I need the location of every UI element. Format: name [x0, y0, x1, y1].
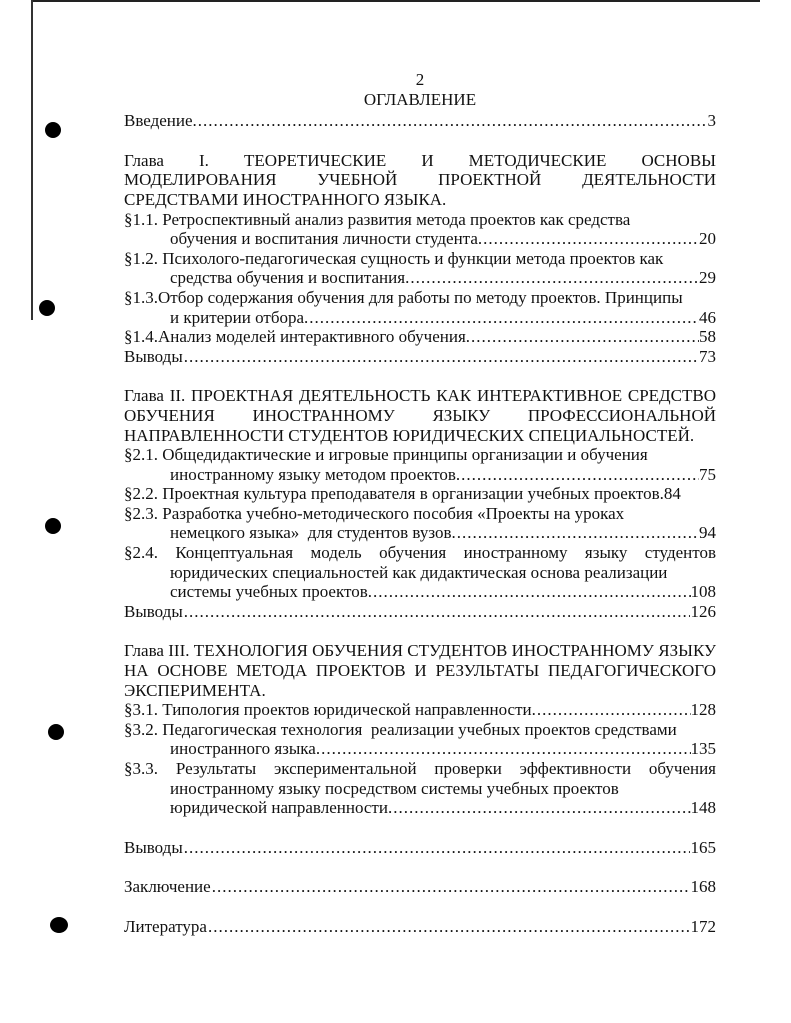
section-number: §2.4.: [124, 543, 158, 563]
section-number: §3.1.: [124, 700, 158, 720]
dot-leader: [316, 739, 691, 759]
toc-entry-label: Литература: [124, 916, 207, 936]
toc-section[interactable]: [124, 210, 716, 249]
section-title-last: немецкого языка» для студентов вузов: [170, 523, 452, 543]
section-number: §1.4.: [124, 327, 158, 347]
section-title-first: Общедидактические и игровые принципы организации и обучения: [162, 445, 648, 465]
dot-leader: [368, 582, 691, 602]
toc-page-ref: 126: [690, 601, 716, 621]
toc-section[interactable]: [124, 288, 716, 327]
toc-entry-conclusions[interactable]: [124, 602, 716, 622]
dot-leader: [184, 347, 698, 367]
toc-title: ОГЛАВЛЕНИЕ: [363, 89, 477, 109]
toc-section[interactable]: [124, 543, 716, 602]
toc-section[interactable]: [124, 504, 716, 543]
punch-hole-mark: [45, 518, 61, 534]
section-title-last: Анализ моделей интерактивного обучения: [158, 327, 466, 347]
toc-entry-conclusions[interactable]: [124, 838, 716, 858]
section-title-last: системы учебных проектов: [170, 582, 368, 602]
toc-page-ref: 165: [690, 837, 716, 857]
toc-entry-literature[interactable]: [124, 917, 716, 937]
section-title-last: иностранного языка: [170, 739, 316, 759]
section-number: §2.3.: [124, 503, 158, 523]
scan-top-border: [32, 0, 760, 2]
toc-page-ref: 172: [690, 916, 716, 936]
section-title-last: Типология проектов юридической направленности: [162, 700, 532, 720]
section-title-first: Разработка учебно-методического пособия «Проекты на уроках: [162, 503, 625, 523]
section-title-last: обучения и воспитания личности студента: [170, 229, 478, 249]
section-number: §1.3.: [124, 287, 158, 307]
punch-hole-mark: [45, 122, 61, 138]
section-number: §2.2.: [124, 484, 158, 504]
chapter-heading[interactable]: Глава II. ПРОЕКТНАЯ ДЕЯТЕЛЬНОСТЬ КАК ИНТЕРАКТИВНОЕ СРЕДСТВО ОБУЧЕНИЯ ИНОСТРАННОМУ ЯЗЫКУ ПРОФЕССИОНАЛЬНОЙ НАПРАВЛЕННОСТИ СТУДЕНТОВ ЮРИДИЧЕСКИХ СПЕЦИАЛЬНОСТЕЙ.: [124, 386, 716, 445]
toc-page-ref: 128: [690, 700, 716, 720]
toc-entry-intro[interactable]: [124, 111, 716, 131]
dot-leader: [184, 602, 690, 622]
section-title-last: средства обучения и воспитания: [170, 268, 406, 288]
section-number: §3.2.: [124, 719, 158, 739]
section-title-first: Психолого-педагогическая сущность и функции метода проектов как: [162, 248, 664, 268]
toc-entry-label: Введение.: [124, 111, 197, 131]
section-number: §3.3.: [124, 759, 158, 778]
dot-leader: [456, 465, 699, 485]
section-number: §2.1.: [124, 445, 158, 465]
toc-page-ref: 168: [690, 877, 716, 897]
dot-leader: [304, 308, 699, 328]
toc-page-ref: 135: [690, 739, 716, 759]
toc-entry-conclusion-final[interactable]: [124, 877, 716, 897]
punch-hole-mark: [39, 300, 55, 316]
toc-page-ref: 148: [690, 798, 716, 818]
table-of-contents-page: [124, 70, 716, 937]
toc-section[interactable]: [124, 759, 716, 818]
dot-leader: [532, 700, 691, 720]
dot-leader: [198, 111, 707, 131]
chapter-heading[interactable]: Глава I. ТЕОРЕТИЧЕСКИЕ И МЕТОДИЧЕСКИЕ ОСНОВЫ МОДЕЛИРОВАНИЯ УЧЕБНОЙ ПРОЕКТНОЙ ДЕЯТЕЛЬНОСТИ СРЕДСТВАМИ ИНОСТРАННОГО ЯЗЫКА.: [124, 150, 716, 209]
toc-section[interactable]: [124, 327, 716, 347]
toc-page-ref: 75: [699, 464, 716, 484]
toc-page-ref: 46: [699, 307, 716, 327]
toc-section[interactable]: [124, 700, 716, 720]
toc-page-ref: 3: [707, 111, 716, 131]
punch-hole-mark: [50, 917, 68, 933]
toc-entry-label: Выводы: [124, 601, 183, 621]
section-title-first: Отбор содержания обучения для работы по методу проектов. Принципы: [158, 287, 683, 307]
dot-leader: [212, 877, 690, 897]
toc-page-ref: 20: [699, 229, 716, 249]
section-title-last: юридической направленности: [170, 798, 388, 818]
dot-leader: [466, 327, 699, 347]
dot-leader: [405, 268, 699, 288]
section-number: §1.2.: [124, 248, 158, 268]
dot-leader: [452, 523, 700, 543]
section-title-first: Концептуальная модель обучения иностранному языку студентов юридических специальностей как дидактическая основа реализации: [170, 543, 717, 582]
toc-page-ref: 58: [699, 327, 716, 347]
toc-page-ref: 94: [699, 523, 716, 543]
chapter-heading[interactable]: Глава III. ТЕХНОЛОГИЯ ОБУЧЕНИЯ СТУДЕНТОВ ИНОСТРАННОМУ ЯЗЫКУ НА ОСНОВЕ МЕТОДА ПРОЕКТОВ И РЕЗУЛЬТАТЫ ПЕДАГОГИЧЕСКОГО ЭКСПЕРИМЕНТА.: [124, 641, 716, 700]
section-title-first: Педагогическая технология реализации учебных проектов средствами: [162, 719, 677, 739]
punch-hole-mark: [48, 724, 64, 740]
section-title-first: Ретроспективный анализ развития метода проектов как средства: [162, 209, 631, 229]
section-title-last: иностранному языку методом проектов: [170, 464, 456, 484]
toc-entry-conclusions[interactable]: [124, 347, 716, 367]
dot-leader: [184, 838, 690, 858]
toc-entry-label: Заключение: [124, 877, 211, 897]
scan-left-border: [31, 0, 33, 320]
dot-leader: [208, 917, 690, 937]
page-number: 2: [415, 70, 425, 89]
toc-page-ref: 29: [699, 268, 716, 288]
dot-leader: [478, 229, 699, 249]
section-title-last: Проектная культура преподавателя в организации учебных проектов.: [162, 484, 664, 504]
toc-section[interactable]: [124, 484, 716, 504]
toc-page-ref: 108: [690, 582, 716, 602]
toc-page-ref: 73: [699, 346, 716, 366]
toc-page-ref: 84: [663, 484, 681, 504]
toc-entry-label: Выводы: [124, 837, 183, 857]
section-title-last: и критерии отбора: [170, 307, 305, 327]
toc-section[interactable]: [124, 249, 716, 288]
dot-leader: [388, 798, 691, 818]
toc-entry-label: Выводы: [124, 346, 183, 366]
toc-section[interactable]: [124, 720, 716, 759]
toc-section[interactable]: [124, 445, 716, 484]
section-title-first: Результаты экспериментальной проверки эффективности обучения иностранному языку посредством системы учебных проектов: [170, 759, 717, 798]
section-number: §1.1.: [124, 209, 158, 229]
